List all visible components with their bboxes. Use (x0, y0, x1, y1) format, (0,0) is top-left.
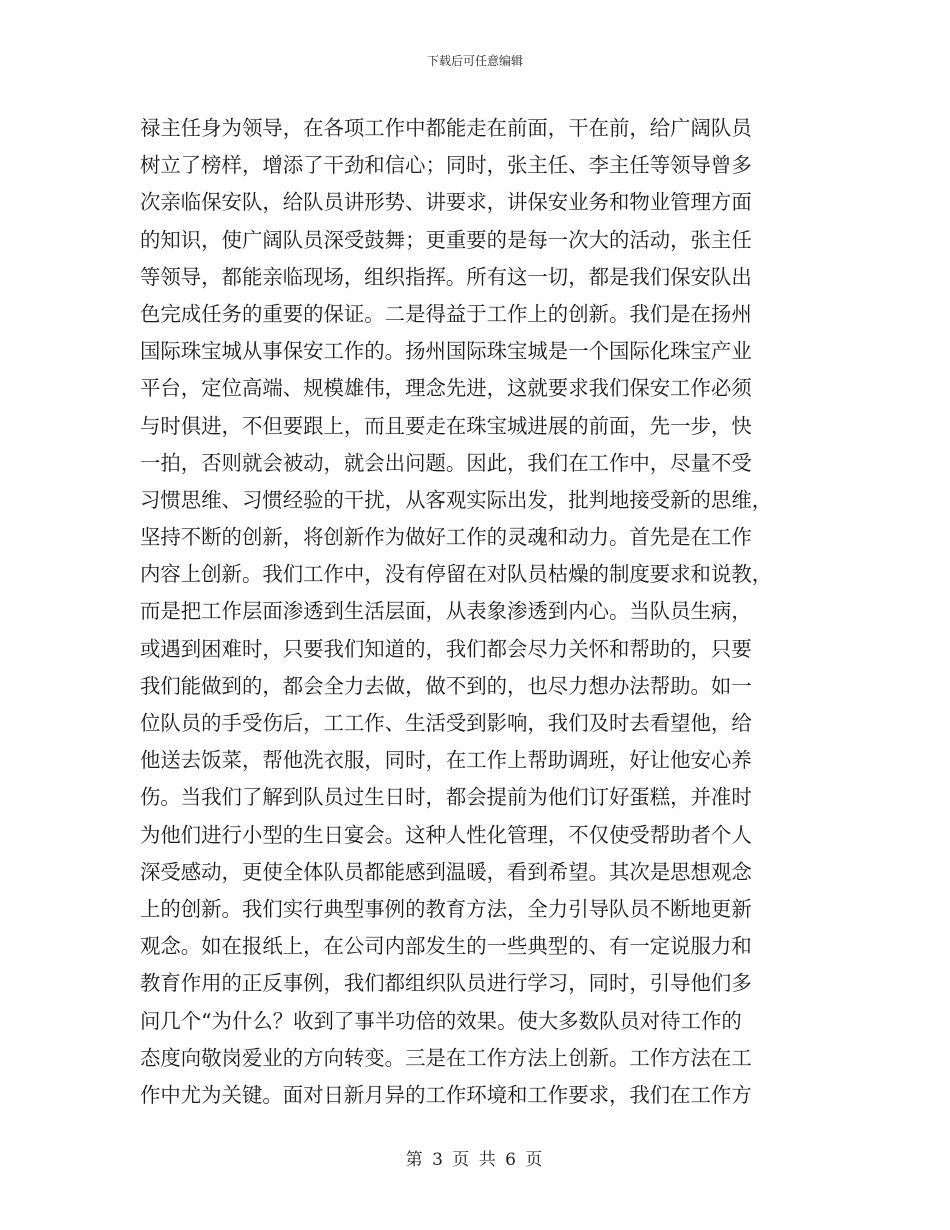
text-line: 观念。如在报纸上，在公司内部发生的一些典型的、有一定说服力和 (140, 934, 752, 959)
text-line: 态度向敬岗爱业的方向转变。三是在工作方法上创新。工作方法在工 (140, 1045, 752, 1070)
text-line: 与时俱进，不但要跟上，而且要走在珠宝城进展的前面，先一步，快 (140, 413, 752, 438)
text-line: 位队员的手受伤后，工工作、生活受到影响，我们及时去看望他，给 (140, 711, 752, 735)
text-line: 一拍，否则就会被动，就会出问题。因此，我们在工作中，尽量不受 (140, 450, 752, 475)
text-line: 作中尤为关键。面对日新月异的工作环境和工作要求，我们在工作方 (140, 1082, 752, 1107)
text-line: 伤。当我们了解到队员过生日时，都会提前为他们订好蛋糕，并准时 (140, 785, 752, 810)
text-line: 禄主任身为领导，在各项工作中都能走在前面，干在前，给广阔队员 (140, 116, 752, 140)
text-line: 问几个“为什么？收到了事半功倍的效果。使大多数队员对待工作的 (140, 1008, 742, 1033)
text-line: 为他们进行小型的生日宴会。这种人性化管理，不仅使受帮助者个人 (140, 822, 752, 847)
text-line: 他送去饭菜，帮他洗衣服，同时，在工作上帮助调班，好让他安心养 (140, 748, 752, 773)
text-line: 平台，定位高端、规模雄伟，理念先进，这就要求我们保安工作必须 (140, 376, 752, 401)
text-line: 我们能做到的，都会全力去做，做不到的，也尽力想办法帮助。如一 (140, 673, 752, 698)
page-header-note: 下载后可任意编辑 (426, 54, 523, 68)
text-line: 深受感动，更使全体队员都能感到温暖，看到希望。其次是思想观念 (140, 859, 752, 884)
text-line: 或遇到困难时，只要我们知道的，我们都会尽力关怀和帮助的，只要 (140, 636, 752, 661)
text-line: 内容上创新。我们工作中，没有停留在对队员枯燥的制度要求和说教， (140, 562, 773, 587)
text-line: 而是把工作层面渗透到生活层面，从表象渗透到内心。当队员生病， (140, 599, 752, 624)
text-line: 教育作用的正反事例，我们都组织队员进行学习，同时，引导他们多 (140, 971, 752, 996)
text-line: 等领导，都能亲临现场，组织指挥。所有这一切，都是我们保安队出 (140, 264, 752, 289)
text-line: 习惯思维、习惯经验的干扰，从客观实际出发，批判地接受新的思维， (140, 487, 773, 512)
text-line: 坚持不断的创新，将创新作为做好工作的灵魂和动力。首先是在工作 (140, 525, 752, 550)
text-line: 树立了榜样，增添了干劲和信心；同时，张主任、李主任等领导曾多 (140, 153, 752, 178)
text-line: 色完成任务的重要的保证。二是得益于工作上的创新。我们是在扬州 (140, 301, 752, 326)
document-body (140, 110, 812, 1114)
page-number-footer: 第 3 页 共 6 页 (405, 1150, 545, 1170)
text-line: 次亲临保安队，给队员讲形势、讲要求，讲保安业务和物业管理方面 (140, 190, 752, 215)
text-line: 上的创新。我们实行典型事例的教育方法，全力引导队员不断地更新 (140, 896, 752, 921)
text-line: 国际珠宝城从事保安工作的。扬州国际珠宝城是一个国际化珠宝产业 (140, 339, 752, 364)
text-line: 的知识，使广阔队员深受鼓舞；更重要的是每一次大的活动，张主任 (140, 227, 752, 252)
